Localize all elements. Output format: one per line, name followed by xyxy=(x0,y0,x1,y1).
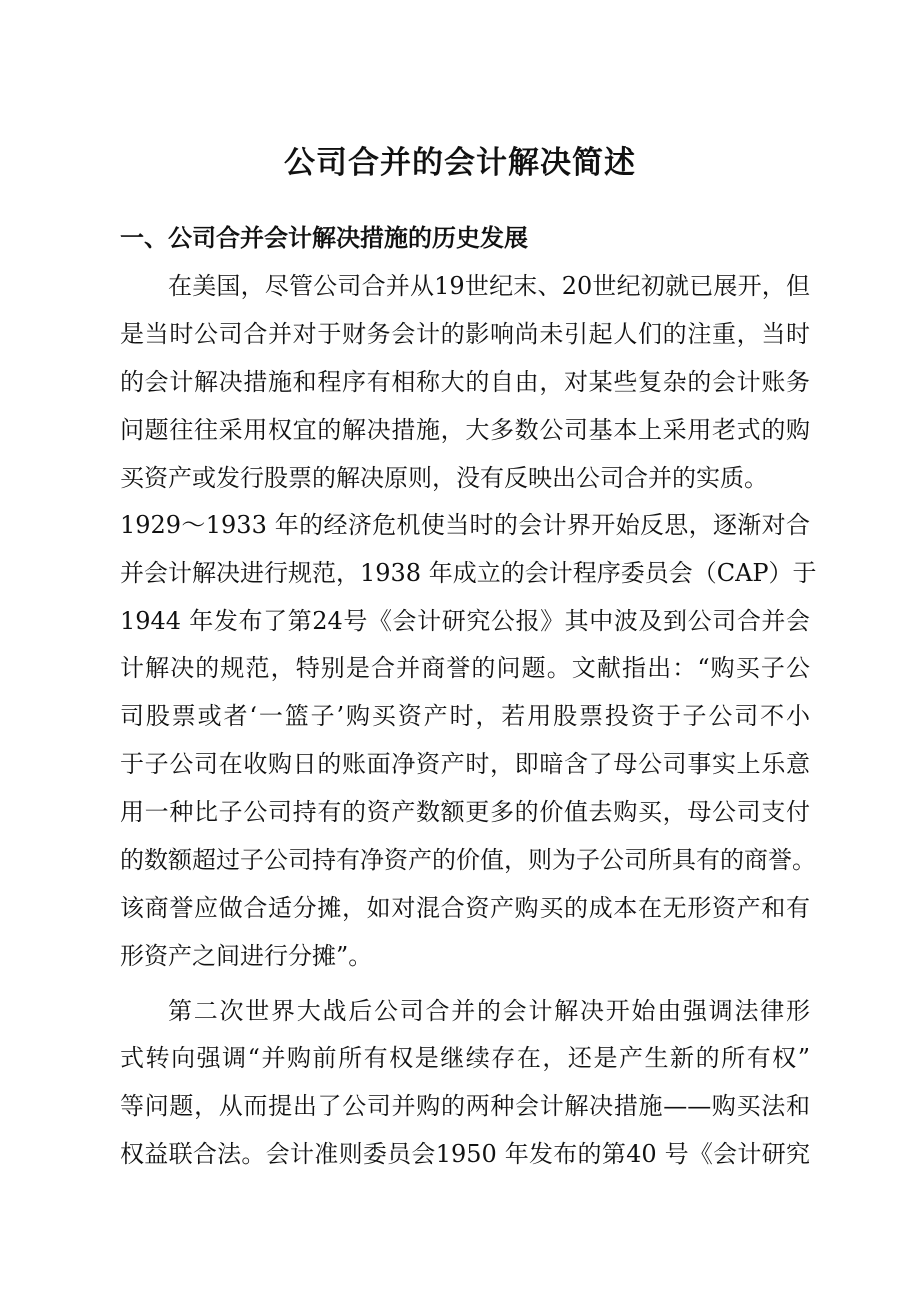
paragraph-line: 1944 年发布了第24号《会计研究公报》其中波及到公司合并会 xyxy=(120,607,810,635)
paragraph-line: 形资产之间进行分摊”。 xyxy=(120,942,373,970)
paragraph-line: 1929～1933 年的经济危机使当时的会计界开始反思，逐渐对合 xyxy=(120,511,810,539)
paragraph-line: 等问题，从而提出了公司并购的两种会计解决措施——购买法和 xyxy=(120,1092,810,1120)
paragraph-line: 计解决的规范，特别是合并商誉的问题。文献指出：“购买子公 xyxy=(120,654,810,682)
paragraph-line: 该商誉应做合适分摊，如对混合资产购买的成本在无形资产和有 xyxy=(120,894,810,922)
paragraph-line: 问题往往采用权宜的解决措施，大多数公司基本上采用老式的购 xyxy=(120,416,810,444)
paragraph-line: 的会计解决措施和程序有相称大的自由，对某些复杂的会计账务 xyxy=(120,368,810,396)
paragraph-line: 于子公司在收购日的账面净资产时，即暗含了母公司事实上乐意 xyxy=(120,750,810,778)
paragraph-line: 式转向强调“并购前所有权是继续存在，还是产生新的所有权” xyxy=(120,1044,810,1072)
paragraph-line: 在美国，尽管公司合并从19世纪末、20世纪初就已展开，但 xyxy=(168,272,810,300)
document-title: 公司合并的会计解决简述 xyxy=(284,145,636,181)
paragraph-line: 的数额超过子公司持有净资产的价值，则为子公司所具有的商誉。 xyxy=(120,846,816,874)
paragraph-line: 第二次世界大战后公司合并的会计解决开始由强调法律形 xyxy=(168,997,810,1025)
paragraph-line: 并会计解决进行规范，1938 年成立的会计程序委员会（CAP）于 xyxy=(120,559,817,587)
section-heading: 一、公司合并会计解决措施的历史发展 xyxy=(120,224,528,252)
paragraph-line: 权益联合法。会计准则委员会1950 年发布的第40 号《会计研究 xyxy=(120,1140,810,1168)
paragraph-line: 司股票或者‘一篮子’购买资产时，若用股票投资于子公司不小 xyxy=(120,702,810,730)
paragraph-line: 买资产或发行股票的解决原则，没有反映出公司合并的实质。 xyxy=(120,464,768,492)
paragraph-line: 用一种比子公司持有的资产数额更多的价值去购买，母公司支付 xyxy=(120,798,810,826)
paragraph-line: 是当时公司合并对于财务会计的影响尚未引起人们的注重，当时 xyxy=(120,320,810,348)
